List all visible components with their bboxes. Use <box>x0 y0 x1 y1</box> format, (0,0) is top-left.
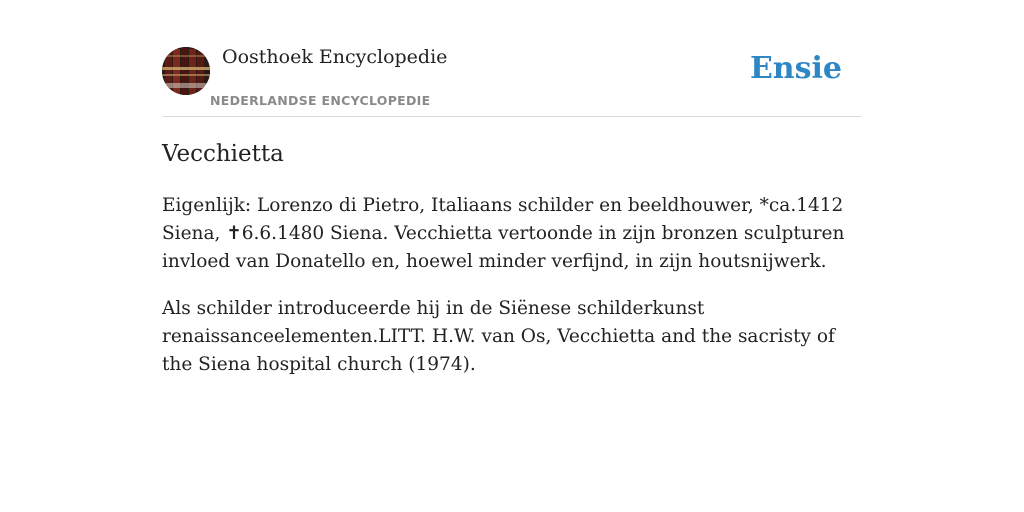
article <box>162 138 852 398</box>
brand-logo-link[interactable]: Ensie <box>749 51 842 86</box>
article-paragraph: Eigenlijk: Lorenzo di Pietro, Italiaans schilder en beeldhouwer, *ca.1412 Siena, ✝6.6.1480 Siena. Vecchietta vertoonde in zijn bronzen sculpturen invloed van Donatello en, hoewel minder verfijnd, in zijn houtsnijwerk. <box>162 195 845 272</box>
site-header <box>162 44 862 117</box>
article-title: Vecchietta <box>162 141 284 167</box>
encyclopedia-books-icon[interactable] <box>162 47 210 95</box>
site-title[interactable]: Oosthoek Encyclopedie <box>222 46 448 68</box>
site-subtitle: NEDERLANDSE ENCYCLOPEDIE <box>210 93 431 108</box>
article-paragraph: Als schilder introduceerde hij in de Siënese schilderkunst renaissanceelementen.LITT. H.W. van Os, Vecchietta and the sacristy of the Siena hospital church (1974). <box>162 298 835 375</box>
